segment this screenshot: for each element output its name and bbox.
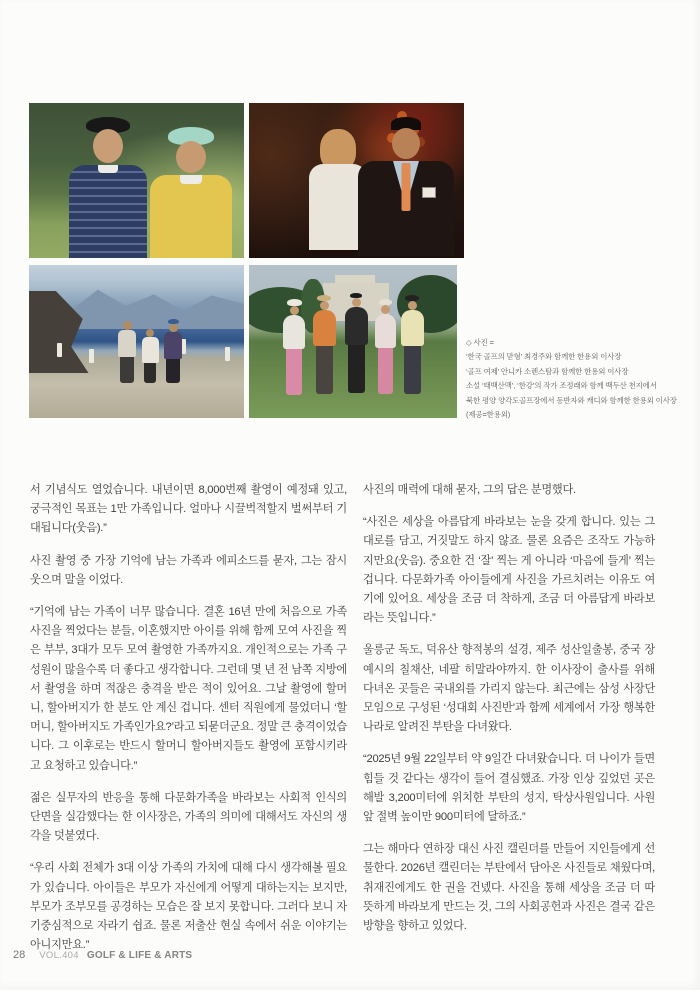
article-paragraph: 울릉군 독도, 덕유산 향적봉의 설경, 제주 성산일출봉, 중국 장예시의 칠채산, 네팔 히말라야까지. 한 이사장이 출사를 위해 다녀온 곳들은 국내외를 가리지 않는다. 최근에는 삼성 사장단 모임으로 구성된 ‘성대회 사진반’과 함께 세계에서 가장 행복한 나라로 알려진 부탄을 다녀왔다. bbox=[363, 644, 655, 734]
figure-man-yellow-vest bbox=[149, 127, 233, 258]
figure-torso bbox=[118, 330, 136, 357]
article-column-left bbox=[30, 481, 347, 968]
figure-man-navy-striped-polo bbox=[69, 117, 147, 258]
figure-head bbox=[290, 306, 299, 315]
article-paragraph: “우리 사회 전체가 3대 이상 가족의 가치에 대해 다시 생각해볼 필요가 있습니다. 아이들은 부모가 자신에게 어떻게 대하는지는 보지만, 부모가 조부모를 공경하는 모습은 잘 보지 못합니다. 그러다 보니 자기중심적으로 자라기 쉽죠. 물론 저출산 현실 속에서 쉬운 이야기는 아니지만요.” bbox=[30, 862, 347, 952]
article-paragraph: “2025년 9월 22일부터 약 9일간 다녀왔습니다. 더 나이가 들면 힘들 것 같다는 생각이 들어 결심했죠. 가장 인상 깊었던 곳은 해발 3,200미터에 위치한 부탄의 성지, 탁상사원입니다. 사원 앞 절벽 높이만 900미터에 달하죠.” bbox=[363, 753, 655, 824]
caption-line: ‘한국 골프의 맏형’ 최경주와 함께한 한용외 이사장 bbox=[466, 352, 622, 362]
shirt-collar bbox=[98, 165, 118, 173]
figure-man-black-outfit bbox=[343, 293, 369, 403]
figure-woman-white-hat-pink-pants bbox=[281, 299, 307, 403]
figure-man-yellow-sweater bbox=[399, 295, 425, 403]
suit-torso bbox=[358, 161, 454, 256]
figure-torso bbox=[313, 310, 336, 346]
yellow-vest-torso bbox=[150, 175, 232, 258]
figure-woman-floral-top-pink-pants bbox=[373, 299, 398, 403]
figure-man-orange-shirt bbox=[311, 295, 337, 403]
figure-torso bbox=[142, 337, 159, 363]
figure-man-dark-suit bbox=[357, 117, 455, 258]
figure-legs bbox=[166, 359, 180, 383]
article-paragraph: 그는 해마다 연하장 대신 사진 캘린더를 만들어 지인들에게 선물한다. 2026년 캘린더는 부탄에서 담아온 사진들로 채웠다며, 취재진에게도 한 권을 건넸다. 사진을 통해 세상을 조금 더 따뜻하게 바라보게 만드는 것, 그의 사회공헌과 사진은 결국 같은 방향을 향하고 있었다. bbox=[363, 843, 655, 933]
figure-torso bbox=[164, 332, 182, 359]
figure-woman-white-jacket bbox=[141, 329, 159, 385]
figure-head bbox=[352, 298, 361, 307]
figure-head bbox=[320, 301, 329, 310]
fence-post bbox=[89, 349, 94, 363]
photo-yanggakdo-golf-course-group bbox=[249, 265, 457, 418]
figure-torso bbox=[345, 307, 368, 345]
white-hat bbox=[287, 299, 302, 306]
photo-baekdusan-cheonji-lake bbox=[29, 265, 244, 418]
photo-event-with-annika-sorenstam bbox=[249, 103, 464, 258]
figure-head bbox=[381, 305, 390, 314]
article-paragraph: 사진의 매력에 대해 묻자, 그의 답은 분명했다. bbox=[363, 484, 576, 496]
name-badge bbox=[422, 187, 436, 198]
magazine-title: GOLF & LIFE & ARTS bbox=[86, 950, 193, 961]
salmon-tie bbox=[402, 163, 411, 211]
caption-line: 소설 ‘태백산맥’, ‘한강’의 작가 조정래와 함께 백두산 천지에서 bbox=[466, 381, 657, 391]
figure-head bbox=[392, 128, 420, 159]
caption-line: 북한 평양 양각도골프장에서 동반자와 캐디와 함께한 한용외 이사장 bbox=[466, 395, 677, 405]
figure-torso bbox=[283, 315, 305, 349]
figure-man-blue-cap bbox=[163, 319, 183, 385]
fence-post bbox=[57, 343, 62, 357]
figure-man-gray-jacket bbox=[117, 321, 137, 385]
article-paragraph: 사진 촬영 중 가장 기억에 남는 가족과 에피소드를 묻자, 그는 잠시 웃으며 말을 이었다. bbox=[30, 554, 347, 586]
figure-torso bbox=[401, 310, 424, 346]
article-paragraph: 서 기념식도 열었습니다. 내년이면 8,000번째 촬영이 예정돼 있고, 궁극적인 목표는 1만 가족입니다. 얼마나 시끌벅적할지 벌써부터 기대됩니다(웃음).” bbox=[30, 484, 347, 535]
pink-pants bbox=[378, 348, 393, 394]
photo-golf-with-choi-kyoungju bbox=[29, 103, 244, 258]
article-column-right bbox=[363, 481, 655, 949]
photo-caption bbox=[466, 336, 698, 422]
figure-head bbox=[93, 129, 123, 163]
caption-line: ‘골프 여제’ 안니카 소렌스탐과 함께한 한용외 이사장 bbox=[466, 366, 629, 376]
article-paragraph: 젊은 실무자의 반응을 통해 다문화가족을 바라보는 사회적 인식의 단면을 실감했다는 한 이사장은, 가족의 의미에 대해서도 자신의 생각을 덧붙였다. bbox=[30, 791, 347, 843]
article-paragraph: “사진은 세상을 아름답게 바라보는 눈을 갖게 합니다. 있는 그대로를 담고, 거짓말도 하지 않죠. 물론 요즘은 조작도 가능하지만요(웃음). 중요한 건 ‘잘’ 찍는 게 아니라 ‘마음에 들게’ 찍는 겁니다. 다문화가족 아이들에게 사진을 가르치려는 이유도 여기에 있어요. 세상을 조금 더 착하게, 조금 더 아름답게 바라보라는 뜻입니다.” bbox=[363, 516, 655, 625]
figure-torso bbox=[375, 314, 396, 348]
figure-head bbox=[146, 329, 154, 337]
figure-legs bbox=[316, 346, 333, 394]
volume-label: VOL.404 bbox=[39, 950, 79, 961]
figure-head bbox=[169, 324, 178, 332]
figure-head bbox=[176, 141, 206, 173]
caption-line: (제공=한용외) bbox=[466, 410, 511, 420]
figure-head bbox=[408, 301, 417, 310]
figure-legs bbox=[144, 363, 156, 383]
page-footer bbox=[13, 949, 192, 961]
pink-pants bbox=[286, 349, 302, 395]
shirt-collar bbox=[180, 175, 202, 184]
page-number: 28 bbox=[13, 949, 26, 961]
caption-header: ◇ 사진 = bbox=[466, 338, 494, 347]
figure-legs bbox=[404, 346, 421, 394]
figure-head bbox=[123, 321, 132, 330]
striped-polo-torso bbox=[69, 165, 147, 258]
figure-legs bbox=[120, 357, 134, 383]
fence-post bbox=[225, 347, 230, 361]
figure-legs bbox=[348, 345, 365, 393]
article-paragraph: “기억에 남는 가족이 너무 많습니다. 결혼 16년 만에 처음으로 가족사진을 찍었다는 분들, 이혼했지만 아이를 위해 함께 모여 사진을 찍은 부부, 3대가 모두 모여 촬영한 가족까지요. 개인적으로는 가족 구성원이 많을수록 더 좋다고 생각합니다. 그런데 몇 년 전 남쪽 지방에서 촬영을 하며 적잖은 충격을 받은 적이 있어요. 그날 촬영에 할머니, 할아버지가 한 분도 안 계신 겁니다. 센터 직원에게 물었더니 ‘할머니, 할아버지도 가족인가요?’라고 되묻더군요. 정말 큰 충격이었습니다. 그 이후로는 반드시 할머니 할아버지들도 촬영에 포함시키라고 요청하고 있습니다.” bbox=[30, 606, 347, 772]
